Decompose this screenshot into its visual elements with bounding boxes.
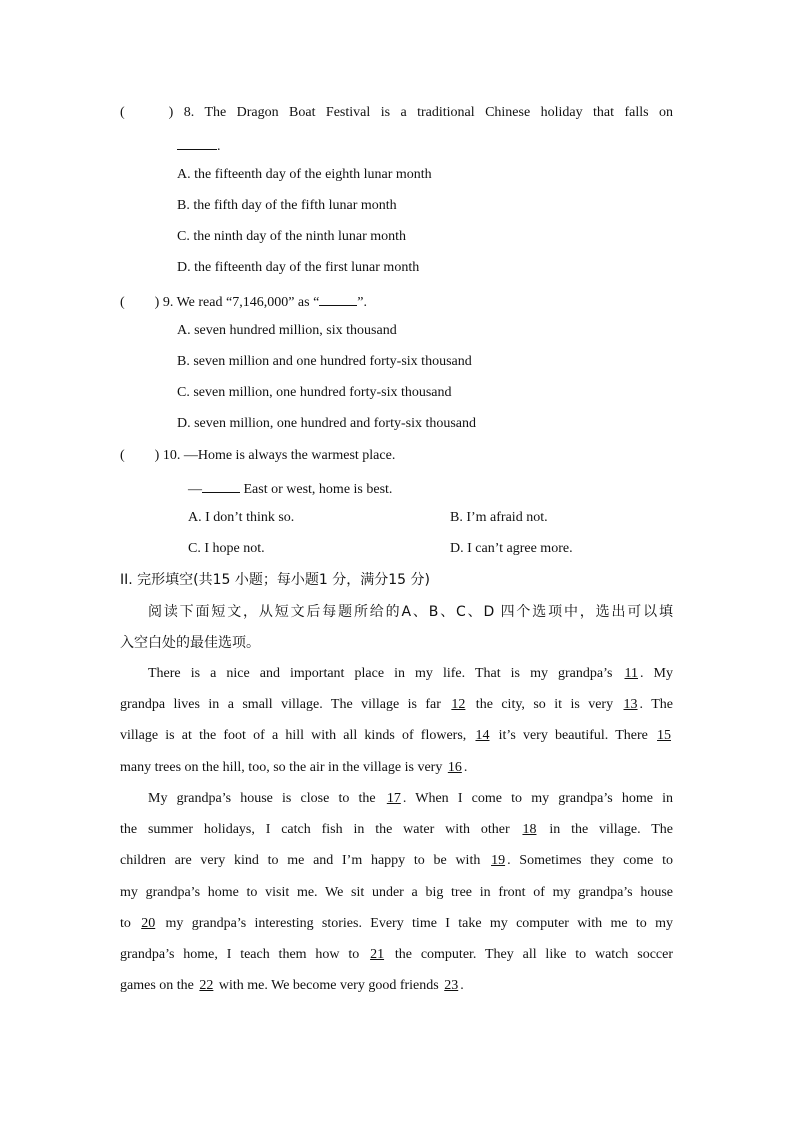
- passage-text: grandpa’s home, I teach them how to: [120, 947, 369, 962]
- blank-number[interactable]: 15: [657, 728, 672, 744]
- q9-answer-blank[interactable]: [319, 291, 357, 306]
- passage-line: [148, 790, 673, 808]
- passage-text: village is at the foot of a hill with all kinds of flowers,: [120, 728, 474, 744]
- q10-reply: [188, 478, 392, 499]
- passage-text: . The: [639, 697, 673, 713]
- passage-text: . Sometimes they come to: [507, 853, 673, 869]
- section-instruction-2: 入空白处的最佳选项。: [120, 635, 260, 651]
- passage-text: the summer holidays, I catch fish in the water with other: [120, 822, 521, 838]
- q10-reply-text: East or west, home is best.: [240, 482, 393, 497]
- blank-number[interactable]: 12: [451, 697, 466, 713]
- blank-number[interactable]: 22: [199, 978, 214, 994]
- passage-line: [120, 759, 467, 777]
- q10-reply-dash: —: [188, 482, 202, 497]
- passage-text: .: [463, 759, 468, 775]
- passage-text: . When I come to my grandpa’s home in: [402, 791, 674, 806]
- q10-answer-blank[interactable]: [202, 478, 240, 493]
- q9-option-d[interactable]: D. seven million, one hundred and forty-six thousand: [177, 416, 477, 431]
- blank-number[interactable]: 16: [447, 759, 462, 775]
- q9-stem: [120, 291, 367, 312]
- passage-text: There is a nice and important place in my life. That is my grandpa’s: [148, 666, 623, 681]
- q9-paren: (: [120, 295, 125, 310]
- q8-option-d[interactable]: D. the fifteenth day of the first lunar month: [177, 260, 420, 275]
- q8-stem-cont: [177, 135, 221, 156]
- blank-number[interactable]: 19: [491, 853, 506, 869]
- q9-option-b[interactable]: B. seven million and one hundred forty-six thousand: [177, 354, 472, 369]
- passage-line: [120, 946, 673, 964]
- passage-text: games on the: [120, 978, 198, 994]
- q8-answer-blank[interactable]: [177, 135, 217, 150]
- passage-text: children are very kind to me and I’m happy to be with: [120, 853, 490, 869]
- passage-line: [120, 915, 673, 933]
- q8-option-c[interactable]: C. the ninth day of the ninth lunar month: [177, 229, 407, 244]
- passage-text: My grandpa’s house is close to the: [148, 791, 385, 806]
- passage-text: with me. We become very good friends: [215, 978, 443, 994]
- passage-text: .: [460, 978, 464, 994]
- q8-stem-text: ) 8. The Dragon Boat Festival is a traditional Chinese holiday that falls on: [168, 105, 673, 120]
- blank-number[interactable]: 23: [444, 978, 459, 994]
- q10-option-b[interactable]: B. I’m afraid not.: [450, 510, 548, 525]
- passage-text: in the village. The: [538, 822, 673, 838]
- passage-text: grandpa lives in a small village. The village is far: [120, 697, 450, 713]
- blank-number[interactable]: 14: [475, 728, 490, 744]
- q8-paren: (: [120, 105, 125, 120]
- q9-stem-pre: ) 9. We read “7,146,000” as “: [154, 295, 320, 310]
- blank-number[interactable]: 13: [623, 697, 638, 713]
- q9-stem-post: ”.: [357, 295, 367, 310]
- passage-line: [120, 727, 673, 745]
- section-instruction-1: 阅读下面短文，从短文后每题所给的A、B、C、D 四个选项中，选出可以填: [148, 604, 673, 620]
- passage-text: my grandpa’s interesting stories. Every time I take my computer with me to my: [157, 915, 673, 931]
- passage-line: [120, 884, 673, 902]
- blank-number[interactable]: 20: [141, 915, 156, 931]
- passage-line: [120, 821, 673, 839]
- q10-paren: (: [120, 448, 125, 463]
- q8-option-b[interactable]: B. the fifth day of the fifth lunar month: [177, 198, 397, 213]
- q8-option-a[interactable]: A. the fifteenth day of the eighth lunar month: [177, 167, 432, 182]
- q10-stem-text: ) 10. —Home is always the warmest place.: [154, 448, 396, 463]
- blank-number[interactable]: 11: [624, 666, 638, 681]
- q8-stem: [120, 104, 673, 122]
- blank-number[interactable]: 17: [386, 791, 401, 806]
- passage-line: [120, 852, 673, 870]
- passage-text: it’s very beautiful. There: [491, 728, 656, 744]
- passage-text: my grandpa’s home to visit me. We sit under a big tree in front of my grandpa’s house: [120, 884, 673, 900]
- passage-text: many trees on the hill, too, so the air in the village is very: [120, 759, 446, 775]
- q10-option-d[interactable]: D. I can’t agree more.: [450, 541, 573, 556]
- q9-option-a[interactable]: A. seven hundred million, six thousand: [177, 323, 397, 338]
- passage-text: the computer. They all like to watch soccer: [386, 947, 673, 962]
- q10-option-c[interactable]: C. I hope not.: [188, 541, 265, 556]
- passage-text: . My: [639, 666, 673, 681]
- q10-stem: [120, 447, 395, 465]
- passage-text: the city, so it is very: [467, 697, 622, 713]
- passage-line: [120, 977, 464, 995]
- section-title: II. 完形填空(共15 小题；每小题1 分，满分15 分): [120, 572, 430, 588]
- q9-option-c[interactable]: C. seven million, one hundred forty-six thousand: [177, 385, 452, 400]
- passage-line: [120, 696, 673, 714]
- blank-number[interactable]: 21: [370, 947, 385, 962]
- q8-stem-end: .: [217, 139, 221, 154]
- blank-number[interactable]: 18: [522, 822, 537, 838]
- passage-text: to: [120, 915, 140, 931]
- q10-option-a[interactable]: A. I don’t think so.: [188, 510, 295, 525]
- passage-line: [148, 665, 673, 683]
